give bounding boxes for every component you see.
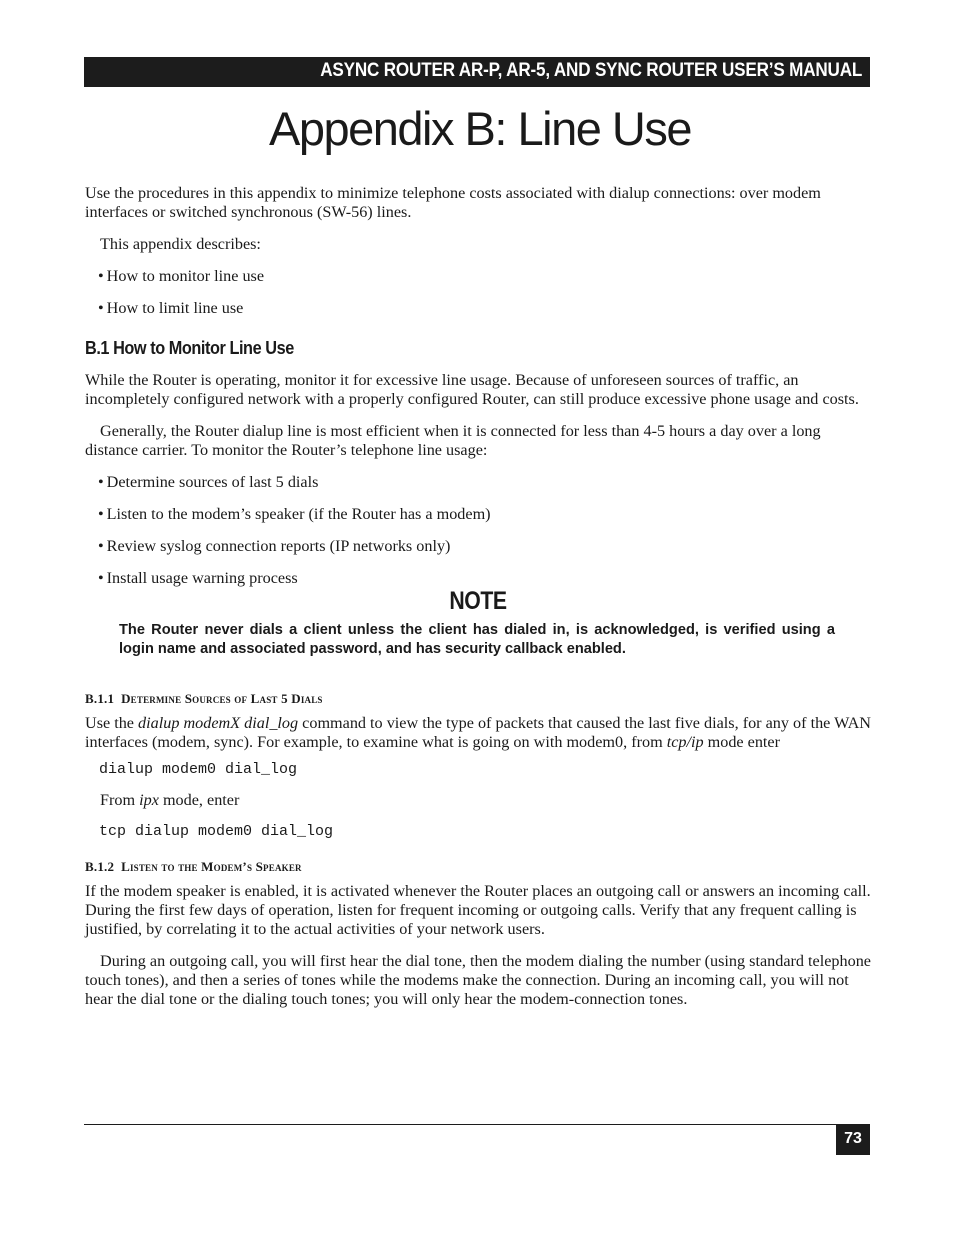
b12-paragraph-2: During an outgoing call, you will first hear the dial tone, then the modem dialing the number (using standard telephone touch tones), and then a series of tones while the modems make the connection. During an incoming call, you will not hear the dial tone or the dialing touch tones; you will only hear the modem-connection tones. <box>85 952 871 1008</box>
mode-name: ipx <box>139 791 159 809</box>
subsection-heading-b12 <box>85 857 871 876</box>
mode-name: tcp/ip <box>666 733 704 751</box>
list-item: • Listen to the modem’s speaker (if the Router has a modem) <box>98 505 491 523</box>
intro-paragraph: Use the procedures in this appendix to minimize telephone costs associated with dialup connections: over modem interfaces or switched synchronous (SW-56) lines. <box>85 184 821 221</box>
bullet-icon: • <box>98 537 104 555</box>
subsection-number: B.1.2 <box>85 859 115 874</box>
command-name: dialup modemX dial_log <box>138 714 299 732</box>
list-item: • Determine sources of last 5 dials <box>98 473 319 491</box>
intro-describes: This appendix describes: <box>100 235 261 253</box>
code-sample: dialup modem0 dial_log <box>99 761 298 778</box>
list-item: • Install usage warning process <box>98 569 298 587</box>
bullet-icon: • <box>98 505 104 523</box>
b11-paragraph: Use the dialup modemX dial_log command to view the type of packets that caused the last five dials, for any of the WAN interfaces (modem, sync). For example, to examine what is going on with modem0, from tcp/ip mode enter <box>85 714 871 751</box>
list-item: • How to limit line use <box>98 299 244 317</box>
b1-paragraph-2: Generally, the Router dialup line is most efficient when it is connected for less than 4-5 hours a day over a long distance carrier. To monitor the Router’s telephone line usage: <box>85 422 821 459</box>
footer-rule <box>84 1124 870 1125</box>
subsection-number: B.1.1 <box>85 691 115 706</box>
bullet-icon: • <box>98 267 104 285</box>
bullet-icon: • <box>98 299 104 317</box>
bullet-icon: • <box>98 569 104 587</box>
code-sample: tcp dialup modem0 dial_log <box>99 823 334 840</box>
page-number: 73 <box>836 1125 870 1155</box>
b1-paragraph-1: While the Router is operating, monitor it for excessive line usage. Because of unforeseen sources of traffic, an incompletely configured network with a properly configured Router, can still produce excessive phone usage and costs. <box>85 371 859 408</box>
bullet-icon: • <box>98 473 104 491</box>
section-heading-b1: B.1 How to Monitor Line Use <box>85 337 294 358</box>
page-title: Appendix B: Line Use <box>269 102 692 155</box>
note-body: The Router never dials a client unless the client has dialed in, is acknowledged, is verified using a login name and associated password, and has security callback enabled. <box>119 622 835 657</box>
list-item: • How to monitor line use <box>98 267 265 285</box>
subsection-heading-b11 <box>85 689 871 708</box>
b12-paragraph-1: If the modem speaker is enabled, it is activated whenever the Router places an outgoing call or answers an incoming call. During the first few days of operation, listen for frequent incoming or outgoing calls. Verify that any frequent calling is justified, by correlating it to the actual activities of your network users. <box>85 882 871 938</box>
manual-title: ASYNC ROUTER AR-P, AR-5, AND SYNC ROUTER USER’S MANUAL <box>320 60 862 81</box>
header-bar <box>84 57 870 87</box>
page-content <box>85 184 871 1022</box>
list-item: • Review syslog connection reports (IP networks only) <box>98 537 451 555</box>
subsection-title: Listen to the Modem’s Speaker <box>121 859 302 874</box>
from-ipx-line: From ipx mode, enter <box>100 791 240 809</box>
subsection-title: Determine Sources of Last 5 Dials <box>121 691 323 706</box>
note-title: NOTE <box>449 587 507 615</box>
